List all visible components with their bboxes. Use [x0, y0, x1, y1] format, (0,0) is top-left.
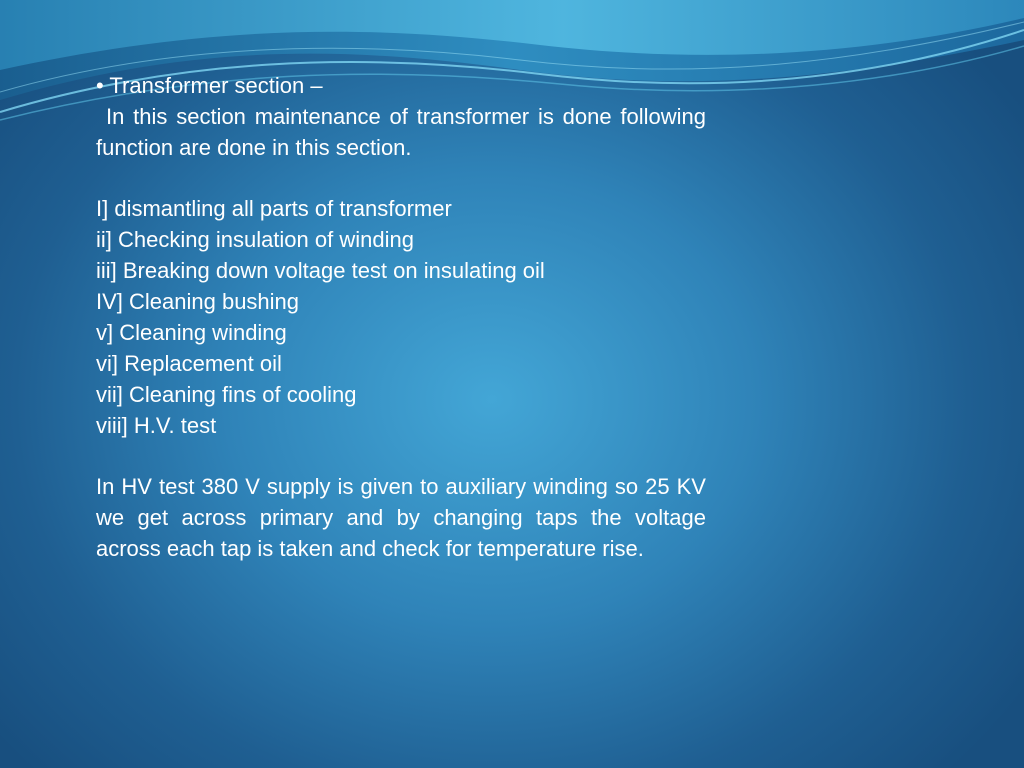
maintenance-steps-list	[96, 193, 706, 441]
slide-heading: • Transformer section –	[96, 73, 323, 98]
intro-paragraph: In this section maintenance of transformer is done following function are done in this section.	[96, 104, 706, 160]
list-item: iii] Breaking down voltage test on insulating oil	[96, 258, 545, 283]
list-item: viii] H.V. test	[96, 413, 217, 438]
spacer	[96, 163, 706, 193]
list-item: vi] Replacement oil	[96, 351, 282, 376]
slide-body	[96, 70, 706, 564]
list-item: I] dismantling all parts of transformer	[96, 196, 452, 221]
list-item: ii] Checking insulation of winding	[96, 227, 414, 252]
closing-paragraph: In HV test 380 V supply is given to auxiliary winding so 25 KV we get across primary and by changing taps the voltage across each tap is taken and check for temperature rise.	[96, 474, 706, 561]
spacer	[96, 441, 706, 471]
list-item: v] Cleaning winding	[96, 320, 287, 345]
list-item: vii] Cleaning fins of cooling	[96, 382, 357, 407]
list-item: IV] Cleaning bushing	[96, 289, 300, 314]
